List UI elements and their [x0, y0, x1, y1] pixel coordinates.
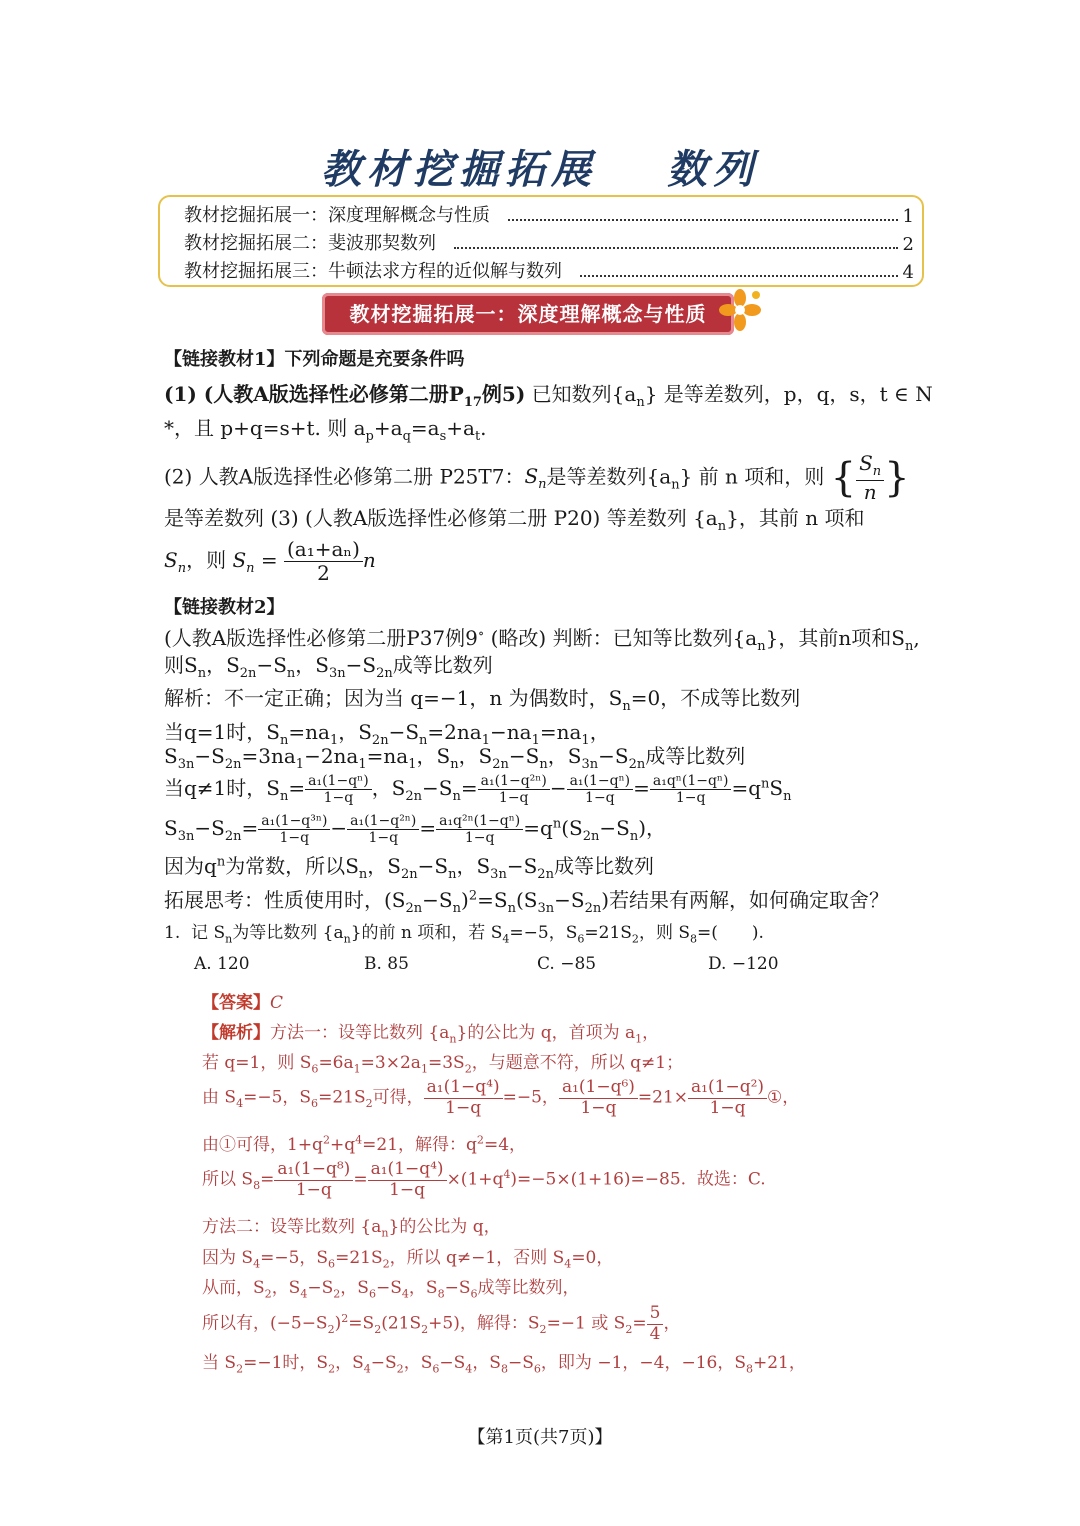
link2-case1-l1: 当q=1时，$S_n=na_1$，$S_{2n}-S_n=2na_1-na_1=na_1$， [164, 720, 610, 748]
const-end: 成等比数列 [553, 854, 654, 878]
title-sub: 数列 [667, 146, 759, 193]
m1-l3: 由 S [202, 1087, 237, 1108]
toc-page: 2 [902, 234, 914, 255]
think-end: 若结果有两解，如何确定取舍？ [609, 888, 890, 912]
l2-line1: (人教A版选择性必修第二册P37例9 [164, 626, 478, 650]
link2-analysis: 解析：不一定正确；因为当 q=−1，n 为偶数时，$S_n=0$，不成等比数列 [164, 686, 801, 714]
section-banner: 教材挖掘拓展一：深度理解概念与性质 [322, 293, 734, 335]
link1-heading: 【链接教材1】下列命题是充要条件吗 [164, 349, 465, 370]
toc-page: 4 [902, 262, 914, 283]
m2-l5c: ，即为 −1，−4，−16，S [540, 1353, 746, 1373]
solution-m2-l2: 因为 $S_4=-5$，$S_6=21S_2$，所以 q≠−1，否则 $S_4=0$， [202, 1248, 614, 1271]
link1-p1-line2: *，且 p+q=s+t. 则 $a_p+a_q=a_s+a_t$. [164, 416, 487, 444]
answer-value: C [270, 993, 284, 1013]
option-b[interactable]: B. 85 [364, 954, 409, 974]
sum-formula [284, 538, 363, 585]
link2-line2: 则$S_n$，$S_{2n}-S_n$，$S_{3n}-S_{2n}$成等比数列 [164, 653, 493, 681]
m1-l5-end: 故选：C. [696, 1169, 766, 1190]
link1-p1: (1) (人教A版选择性必修第二册$P_{17}$例5) 已知数列$\{a_n\}$ 是等差数列，p，q，s，t ∈ N [164, 382, 933, 410]
m2-l5: 当 S [202, 1353, 237, 1373]
m2-intro: 方法二：设等比数列 {a [202, 1217, 382, 1237]
sn-over-n: $\frac{S_n}{n}$ [856, 452, 884, 504]
analysis-label: 【解析】 [202, 1023, 270, 1043]
solution-m1-l3: 由 $S_4=-5$，$S_6=21S_2$可得， $\frac{\text{a₁(1−q⁴)}}{1-q}$ =−5， $\frac{\text{a₁(1−q⁶)}}{1-q}$ =21× $\frac{\text{a₁(1−q²)}}{1-q}$ ①， [202, 1077, 800, 1118]
l2-analysis: 解析：不一定正确；因为当 q=−1，n 为偶数时，S [164, 686, 623, 710]
question-stem: 1. 记 $S_n$为等比数列 $\{a_n\}$的前 n 项和，若 $S_4=-5$，$S_6=21S_2$，则 $S_8=$( ). [164, 923, 764, 946]
p2-start: (2) 人教A版选择性必修第二册 P25T7： [164, 464, 525, 489]
toc-leader [454, 247, 898, 249]
case1-label: 当q=1时， [164, 720, 267, 744]
p3-end: ，其前 n 项和 [738, 506, 865, 530]
m1-intro2: 的公比为 q，首项为 a [467, 1023, 636, 1043]
link2-think: 拓展思考：性质使用时，$(S_{2n}-S_n)^2=S_n(S_{3n}-S_{2n})$若结果有两解，如何确定取舍？ [164, 888, 890, 916]
answer-label: 【答案】 [202, 993, 270, 1013]
toc-item[interactable] [184, 201, 914, 227]
toc-page: 1 [902, 206, 914, 227]
q-stem-end2: =( ). [697, 923, 764, 943]
p1-text2: 是等差数列，p，q，s，t ∈ N [663, 382, 933, 406]
q-stem: 记 S [191, 923, 226, 943]
p3-formula-lead: ，则 [186, 548, 227, 572]
p2-mid: 是等差数列{a [546, 464, 672, 489]
p1-source: (1) (人教A版选择性必修第二册P [164, 382, 464, 406]
solution-m1-l5: 所以 $S_8=$ $\frac{\text{a₁(1−q⁸)}}{1-q}$ = $\frac{\text{a₁(1−q⁴)}}{1-q}$ $\times(1+q^4)=-5\times(1+16)=-85$. 故选：C. [202, 1159, 766, 1200]
solution-m2-l5: 当 $S_2=-1$时，$S_2$，$S_4-S_2$，$S_6-S_4$，$S_8-S_6$，即为 −1，−4，−16，$S_8+21$， [202, 1353, 806, 1376]
m1-l3b: 可得， [372, 1087, 424, 1108]
q-stem-end: ，则 S [638, 923, 691, 943]
link2-case1-l2: $S_{3n}-S_{2n}=3na_1-2na_1=na_1$，$S_n$，$S_{2n}-S_n$，$S_{3n}-S_{2n}$成等比数列 [164, 744, 746, 772]
solution-intro: 【解析】方法一：设等比数列 $\{a_n\}$的公比为 q，首项为 $a_1$， [202, 1023, 660, 1046]
flower-icon [718, 288, 762, 332]
m1-l2: 若 q=1，则 S [202, 1053, 312, 1073]
p1-text: 已知数列{a [531, 382, 637, 406]
toc-label: 教材挖掘拓展三：牛顿法求方程的近似解与数列 [184, 261, 562, 282]
title-main: 教材挖掘拓展 [321, 146, 597, 193]
table-of-contents [158, 195, 924, 287]
page-footer: 【第1页(共7页)】 [467, 1427, 613, 1448]
p1-line2: *，且 p+q=s+t. 则 a [164, 416, 366, 440]
sum-num: (a₁+aₙ) [284, 538, 363, 562]
m2-l3: 从而， [202, 1278, 253, 1298]
m2-l4b: ，解得：S [459, 1313, 540, 1334]
p3-line: 是等差数列 (3) (人教A版选择性必修第二册 P20) 等差数列 {a [164, 506, 718, 530]
toc-item[interactable] [184, 229, 914, 255]
l2-line1-end: (略改) 判断：已知等比数列{a [490, 626, 758, 650]
m1-l2b: 与题意不符，所以 q≠1； [488, 1053, 684, 1073]
option-d[interactable]: D. −120 [708, 954, 779, 974]
solution-m2-l4: 所以有，$(-5-S_2)^2=S_2(21S_2+5)$，解得：$S_2=-1$ 或 $S_2=$ $\frac{5}{4}$ ， [202, 1303, 681, 1344]
toc-label: 教材挖掘拓展二：斐波那契数列 [184, 233, 436, 254]
p2-end: 前 n 项和，则 [698, 464, 825, 489]
option-c[interactable]: C. −85 [537, 954, 597, 974]
p1-source-end: 例5) [481, 382, 526, 406]
m2-l2b: ，所以 q≠−1，否则 S [389, 1248, 565, 1268]
link1-p3-formula: $S_n$，则 $S_n$ = $\frac{\text{(a₁+aₙ)}}{2}$ n [164, 537, 376, 585]
l2-line2: 成等比数列 [392, 653, 493, 677]
link1-p3: 是等差数列 (3) (人教A版选择性必修第二册 P20) 等差数列 $\{a_n\}$，其前 n 项和 [164, 506, 865, 534]
m2-l2: 因为 S [202, 1248, 254, 1268]
p1-source-sub: 17 [463, 395, 482, 410]
m1-intro: 方法一：设等比数列 {a [270, 1023, 450, 1043]
link2-case2-l2: $S_{3n}-S_{2n}=$ $\frac{\text{a₁(1−q³ⁿ)}}{1-q}$ − $\frac{\text{a₁(1−q²ⁿ)}}{1-q}$ = $\frac{\text{a₁q²ⁿ(1−qⁿ)}}{1-q}$ $=q^n(S_{2n}-S_n)$， [164, 812, 667, 846]
link2-const: 因为$q^n$为常数，所以$S_n$，$S_{2n}-S_n$，$S_{3n}-S_{2n}$成等比数列 [164, 854, 654, 882]
page-title [0, 138, 1080, 195]
l2-analysis-end: =0，不成等比数列 [630, 686, 801, 710]
toc-leader [508, 219, 898, 221]
solution-m2-intro: 方法二：设等比数列 $\{a_n\}$的公比为 q， [202, 1217, 501, 1240]
think: 拓展思考：性质使用时， [164, 888, 384, 912]
q-stem3: 的前 n 项和，若 [361, 923, 486, 943]
l2-line1-end2: ，其前n项和S [778, 626, 905, 650]
answer-line [202, 988, 283, 1013]
option-a[interactable]: A. 120 [194, 954, 250, 974]
case2-label: 当q≠1时， [164, 776, 267, 800]
const-note: 为常数，所以 [225, 854, 346, 878]
link1-p2: (2) 人教A版选择性必修第二册 P25T7：$S_n$是等差数列$\{a_n\}$ 前 n 项和，则 { $\frac{S_n}{n}$ } [164, 451, 910, 504]
toc-item[interactable] [184, 257, 914, 283]
m2-intro2: 的公比为 q， [399, 1217, 501, 1237]
toc-label: 教材挖掘拓展一：深度理解概念与性质 [184, 205, 490, 226]
solution-m2-l3: 从而，$S_2$，$S_4-S_2$，$S_6-S_4$，$S_8-S_6$成等比数列， [202, 1278, 580, 1301]
link2-heading: 【链接教材2】 [164, 597, 285, 618]
question-number: 1. [164, 923, 181, 943]
m2-l3b: 成等比数列， [477, 1278, 580, 1298]
m1-l4: 由①可得，1+q [202, 1135, 323, 1155]
m2-l5b: 时， [282, 1353, 317, 1373]
m1-l4b: =21，解得：q [362, 1135, 477, 1155]
solution-m1-l2: 若 q=1，则 $S_6=6a_1=3\times 2a_1=3S_2$，与题意不符，所以 q≠1； [202, 1053, 684, 1076]
link2-case2-l1: 当q≠1时，$S_n=$ $\frac{\text{a₁(1−qⁿ)}}{1-q}$ ，$S_{2n}-S_n=$ $\frac{\text{a₁(1−q²ⁿ)}}{1-q}$ − $\frac{\text{a₁(1−qⁿ)}}{1-q}$ = $\frac{\text{a₁qⁿ(1−qⁿ)}}{1-q}$ $=q^nS_n$ [164, 772, 792, 806]
link2-line1: (人教A版选择性必修第二册P37例9∘ (略改) 判断：已知等比数列$\{a_n\}$，其前n项和$S_n$, [164, 626, 920, 654]
q-stem2: 为等比数列 {a [232, 923, 344, 943]
m1-l5: 所以 S [202, 1169, 254, 1190]
m2-l4: 所以有， [202, 1313, 270, 1334]
toc-leader [580, 275, 898, 277]
sum-den: 2 [317, 561, 330, 585]
solution-m1-l4: 由①可得，$1+q^2+q^4=21$，解得：$q^2=4$， [202, 1133, 527, 1155]
